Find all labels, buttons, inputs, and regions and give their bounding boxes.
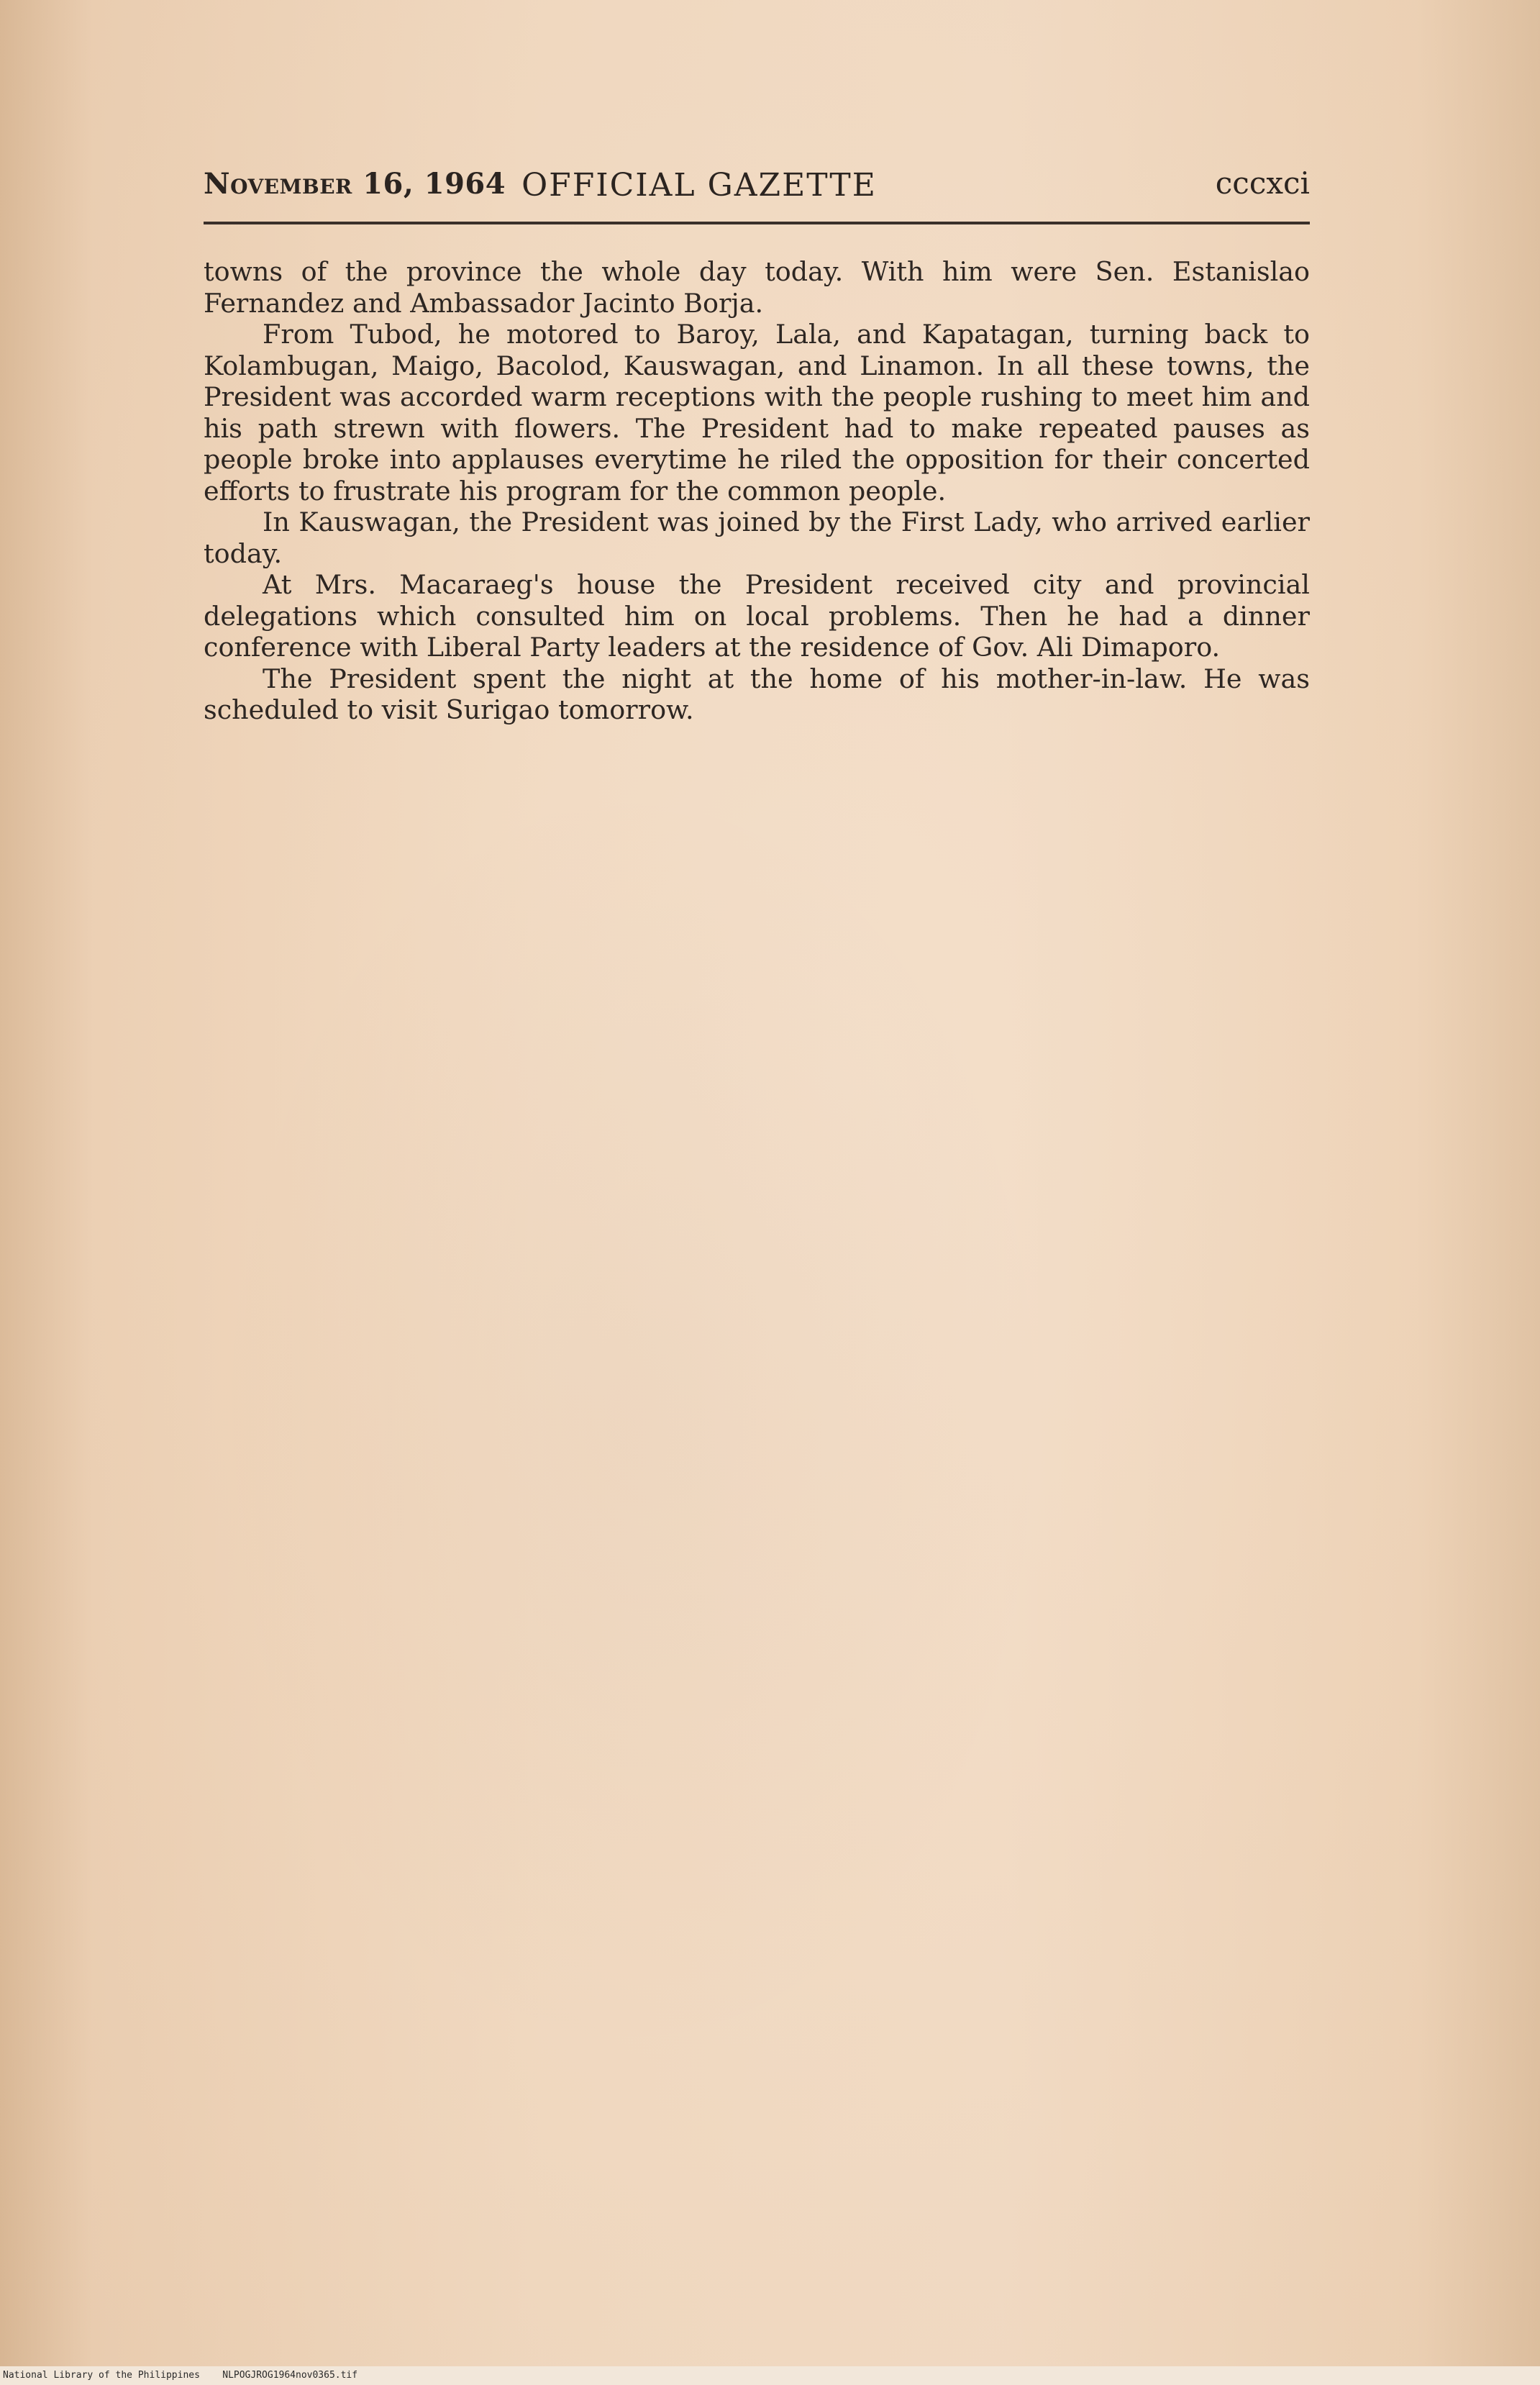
article-body (204, 256, 1310, 726)
page-header (204, 163, 1310, 213)
page-number: cccxci (1215, 165, 1310, 201)
paragraph-3: In Kauswagan, the President was joined by the First Lady, who arrived earlier today. (204, 506, 1310, 569)
paragraph-2: From Tubod, he motored to Baroy, Lala, and Kapatagan, turning back to Kolambugan, Maigo, Bacolod, Kauswagan, and Linamon. In all these towns, the President was accorded warm receptions with the people rushing to meet him and his path strewn with flowers. The President had to make repeated pauses as people broke into applauses everytime he riled the opposition for their concerted efforts to frustrate his program for the common people. (204, 319, 1310, 506)
paragraph-5: The President spent the night at the home of his mother-in-law. He was scheduled to visit Surigao tomorrow. (204, 663, 1310, 725)
header-date: November 16, 1964 (204, 167, 506, 201)
footer-filename: NLPOGJROG1964nov0365.tif (222, 2370, 358, 2381)
header-title: OFFICIAL GAZETTE (521, 167, 877, 204)
header-rule (204, 222, 1310, 224)
bleed-through-shadow (201, 755, 1065, 2086)
paragraph-1: towns of the province the whole day today. With him were Sen. Estanislao Fernandez and Ambassador Jacinto Borja. (204, 256, 1310, 319)
scan-footer (3, 2370, 357, 2381)
paragraph-4: At Mrs. Macaraeg's house the President received city and provincial delegations which consulted him on local problems. Then he had a dinner conference with Liberal Party leaders at the residence of Gov. Ali Dimaporo. (204, 569, 1310, 663)
footer-library: National Library of the Philippines (3, 2370, 200, 2381)
